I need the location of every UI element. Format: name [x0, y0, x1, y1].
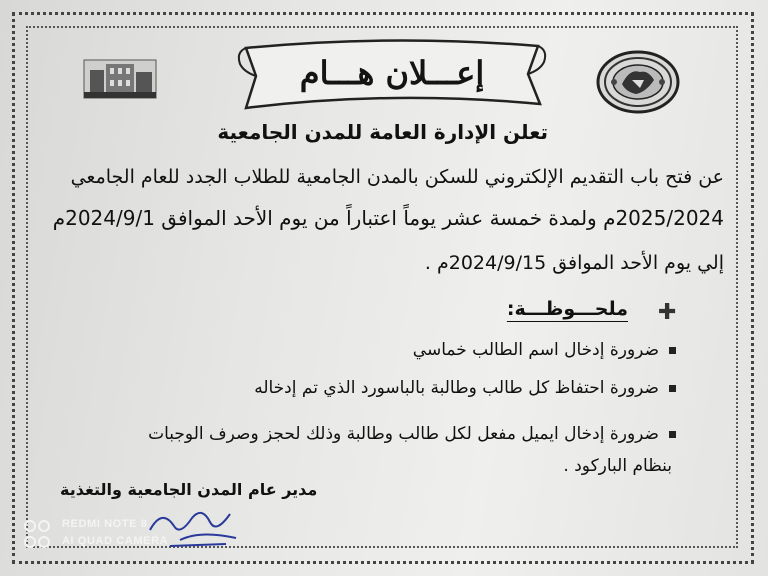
- square-bullet-icon: [669, 385, 676, 392]
- watermark-model: REDMI NOTE 8: [62, 518, 148, 530]
- note-item-1: [413, 340, 676, 360]
- notes-title: ملحـــوظـــة:: [506, 298, 628, 320]
- cross-bullet-icon: ✚: [658, 300, 677, 325]
- notice-line-2: 2025/2024م ولمدة خمسة عشر يوماً اعتباراً من يوم الأحد الموافق 2024/9/1م: [52, 206, 724, 230]
- square-bullet-icon: [669, 347, 676, 354]
- note-item-3: [148, 424, 676, 444]
- note-item-2-text: ضرورة احتفاظ كل طالب وطالبة بالباسورد الذي تم إدخاله: [254, 378, 659, 398]
- square-bullet-icon: [669, 431, 676, 438]
- university-seal-logo: [596, 50, 680, 114]
- signer-title: مدير عام المدن الجامعية والتغذية: [60, 480, 318, 499]
- university-building-logo: [82, 56, 158, 100]
- watermark-camera: AI QUAD CAMERA: [62, 535, 169, 547]
- notice-heading: تعلن الإدارة العامة للمدن الجامعية: [217, 120, 548, 144]
- note-item-3-text: ضرورة إدخال ايميل مفعل لكل طالب وطالبة وذلك لحجز وصرف الوجبات: [148, 424, 659, 444]
- note-item-3-continuation: بنظام الباركود .: [563, 456, 672, 476]
- note-item-2: [254, 378, 676, 398]
- notice-line-3: إلي يوم الأحد الموافق 2024/9/15م .: [424, 252, 724, 274]
- notice-line-1: عن فتح باب التقديم الإلكتروني للسكن بالمدن الجامعية للطلاب الجدد للعام الجامعي: [70, 166, 724, 188]
- banner-title: إعـــلان هـــام: [299, 54, 485, 92]
- note-item-1-text: ضرورة إدخال اسم الطالب خماسي: [412, 340, 659, 360]
